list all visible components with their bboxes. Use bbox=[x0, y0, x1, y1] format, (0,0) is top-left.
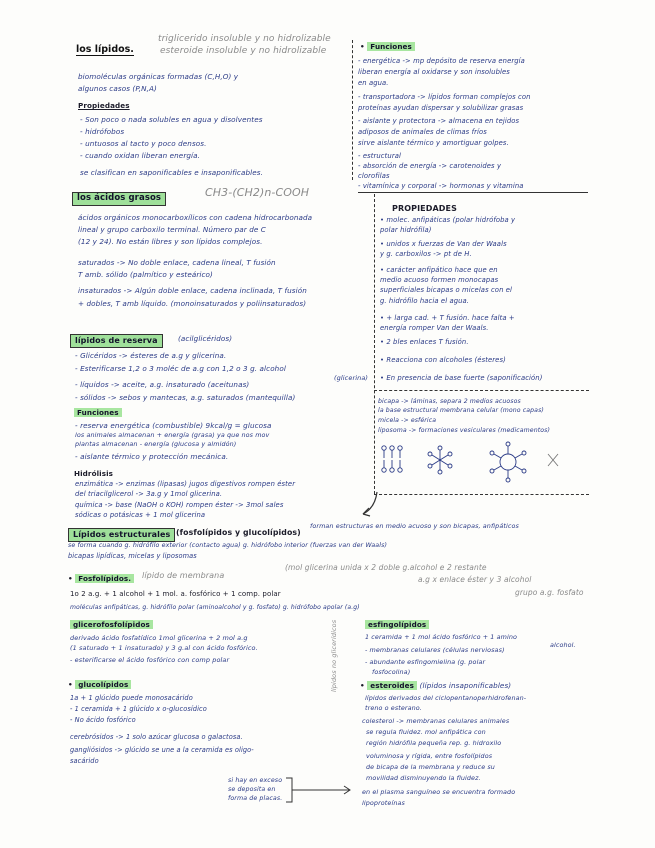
propiedad-item: polar hidrófila) bbox=[380, 226, 432, 234]
estructurales-text: forman estructuras en medio acuoso y son bicapas, anfipáticos bbox=[310, 522, 519, 530]
gluco-item: - No ácido fosfórico bbox=[70, 716, 136, 724]
bicapa-item: bicapa -> láminas, separa 2 medios acuosos bbox=[378, 398, 521, 405]
bicapa-item: micela -> esférica bbox=[378, 417, 437, 424]
funcion-reserva-item: - reserva energética (combustible) 9kcal/g = glucosa bbox=[75, 421, 272, 430]
funcion-reserva-item: - aislante térmico y protección mecánica. bbox=[75, 452, 229, 461]
esteroides-item: treno o esterano. bbox=[365, 704, 422, 712]
insaturados-text: insaturados -> Algún doble enlace, cadena inclinada, T fusión bbox=[78, 286, 307, 295]
colesterol-item: de bicapa de la membrana y reduce su bbox=[366, 763, 495, 771]
gluco-item: 1a + 1 glúcido puede monosacárido bbox=[70, 694, 193, 702]
acidos-text: lineal y grupo carboxilo terminal. Número par de C bbox=[78, 225, 266, 234]
colesterol-note: se deposita en bbox=[228, 786, 276, 793]
gangliosidos-text: gangliósidos -> glúcido se une a la ceramida es oligo- bbox=[70, 746, 254, 754]
reserva-item: - Esterificarse 1,2 o 3 moléc de a.g con 1,2 o 3 g. alcohol bbox=[75, 364, 286, 373]
prop-item: - cuando oxidan liberan energía. bbox=[80, 151, 201, 160]
funcion-item: adiposos de animales de climas fríos bbox=[358, 128, 487, 136]
estructurales-text: se forma cuando g. hidrófilo exterior (contacto agua) g. hidrófobo interior (fuerzas van der Waals) bbox=[68, 542, 388, 549]
funciones-label: Funciones bbox=[367, 42, 415, 51]
estructurales-heading: Lípidos estructurales bbox=[68, 528, 175, 542]
propiedad-item: • unidos x fuerzas de Van der Waals bbox=[380, 240, 507, 248]
saturados-text: T amb. sólido (palmítico y esteárico) bbox=[78, 270, 213, 279]
propiedad-item: medio acuoso formen monocapas bbox=[380, 276, 499, 284]
arrow-down-icon bbox=[355, 490, 385, 520]
insaturados-text: + dobles, T amb líquido. (monoinsaturados y poliinsaturados) bbox=[78, 299, 307, 308]
liposoma-sketch bbox=[490, 442, 526, 482]
glicero-item: derivado ácido fosfatídico 1mol glicerina + 2 mol a.g bbox=[70, 634, 248, 642]
propiedad-item: • carácter anfipático hace que en bbox=[380, 266, 498, 274]
propiedad-item: • Reacciona con alcoholes (ésteres) bbox=[380, 356, 506, 364]
esteroides-heading: • esteroides (lípidos insaponificables) bbox=[360, 681, 512, 690]
acidos-grasos-heading: los ácidos grasos bbox=[72, 192, 166, 206]
saturados-text: saturados -> No doble enlace, cadena lineal, T fusión bbox=[78, 258, 276, 267]
propiedad-item: • En presencia de base fuerte (saponificación) bbox=[380, 374, 543, 382]
clasificacion-text: se clasifican en saponificables e insaponificables. bbox=[80, 168, 264, 177]
reserva-item: - líquidos -> aceite, a.g. insaturado (aceitunas) bbox=[75, 380, 250, 389]
pencil-note: a.g x enlace éster y 3 alcohol bbox=[418, 575, 532, 584]
funciones-reserva-label: Funciones bbox=[74, 408, 122, 417]
funcion-item: - transportadora -> lípidos forman complejos con bbox=[358, 93, 531, 101]
esfingo-item: fosfocolina) bbox=[372, 668, 411, 676]
funcion-item: - absorción de energía -> carotenoides y bbox=[358, 162, 502, 170]
funcion-item: proteínas ayudan dispersar y solubilizar grasas bbox=[358, 104, 524, 112]
reserva-heading: lípidos de reserva bbox=[70, 334, 163, 348]
fosfolipidos-label: Fosfolípidos. bbox=[75, 574, 134, 583]
colesterol-item: en el plasma sanguíneo se encuentra formado bbox=[362, 788, 516, 796]
reserva-item: - sólidos -> sebos y mantecas, a.g. saturados (mantequilla) bbox=[75, 393, 296, 402]
colesterol-note: si hay en exceso bbox=[228, 777, 283, 784]
glicerofosfolipidos-heading bbox=[70, 620, 153, 630]
colesterol-item: movilidad disminuyendo la fluidez. bbox=[366, 774, 481, 782]
glicero-item: (1 saturado + 1 insaturado) y 3 g.al con ácido fosfórico. bbox=[70, 644, 258, 652]
propiedad-item: y g. carboxilos -> pt de H. bbox=[380, 250, 472, 258]
bracket-arrow-icon bbox=[284, 776, 354, 806]
esfingo-item: - abundante esfingomielina (g. polar bbox=[365, 658, 486, 666]
gluco-item: - 1 ceramida + 1 glúcido x o-glucosídico bbox=[70, 705, 207, 713]
funcion-item: - vitamínica y corporal -> hormonas y vitamina bbox=[358, 182, 524, 190]
section-divider bbox=[374, 494, 589, 495]
section-divider bbox=[374, 390, 589, 391]
esfingo-item: 1 ceramida + 1 mol ácido fosfórico + 1 amino bbox=[365, 633, 517, 641]
esfingolipidos-heading bbox=[365, 620, 429, 630]
propiedades-box-heading: PROPIEDADES bbox=[392, 204, 457, 213]
reserva-item: (glicerina) bbox=[334, 374, 369, 382]
esteroides-label: esteroides bbox=[367, 681, 417, 690]
intro-line: algunos casos (P,N,A) bbox=[78, 84, 157, 93]
fosfolipidos-text: 1o 2 a.g. + 1 alcohol + 1 mol. a. fosfórico + 1 comp. polar bbox=[70, 590, 281, 598]
pencil-note: (mol glicerina unida x 2 doble g.alcohol e 2 restante bbox=[285, 563, 487, 572]
vertical-pencil-note: lípidos no glicerídicos bbox=[330, 619, 338, 692]
fosfolipidos-text: moléculas anfipáticas, g. hidrófilo polar (aminoalcohol y g. fosfato) g. hidrófobo apolar (a.g) bbox=[70, 604, 360, 611]
colesterol-item: lipoproteínas bbox=[362, 799, 405, 807]
esfingolipidos-label: esfingolípidos bbox=[365, 620, 429, 629]
page-title: los lípidos. bbox=[76, 44, 134, 55]
propiedades-heading: Propiedades bbox=[78, 101, 130, 110]
membrane-structures-sketch bbox=[378, 440, 578, 486]
funcion-item: liberan energía al oxidarse y son insolubles bbox=[358, 68, 510, 76]
glicero-item: - esterificarse el ácido fosfórico con comp polar bbox=[70, 656, 230, 664]
colesterol-item: voluminosa y rígida, entre fosfolípidos bbox=[366, 752, 493, 760]
glucolipidos-label: glucolípidos bbox=[75, 680, 131, 689]
funcion-item: clorofilas bbox=[358, 172, 390, 180]
colesterol-item: se regula fluidez. mol anfipática con bbox=[366, 728, 486, 736]
cerebrosidos-text: cerebrósidos -> 1 solo azúcar glucosa o galactosa. bbox=[70, 733, 243, 741]
fosfolipidos-heading: • Fosfolípidos. bbox=[68, 574, 134, 584]
estructurales-text: bicapas lipídicas, micelas y liposomas bbox=[68, 552, 197, 560]
pencil-note: lípido de membrana bbox=[142, 571, 225, 580]
funciones-heading: • Funciones bbox=[360, 42, 415, 52]
reserva-item: - Glicéridos -> ésteres de a.g y glicerina. bbox=[75, 351, 227, 360]
propiedad-item: • molec. anfipáticas (polar hidrófoba y bbox=[380, 216, 516, 224]
column-divider bbox=[352, 40, 353, 180]
propiedad-item: superficiales bicapas o micelas con el bbox=[380, 286, 513, 294]
micela-sketch bbox=[428, 446, 452, 474]
gangliosidos-text: sacárido bbox=[70, 757, 99, 765]
acidos-text: (12 y 24). No están libres y son lípidos complejos. bbox=[78, 237, 263, 246]
column-divider bbox=[374, 194, 375, 494]
bicapa-item: la base estructural membrana celular (mono capas) bbox=[378, 407, 544, 414]
bicapa-sketch bbox=[382, 446, 402, 472]
propiedad-item: • 2 bles enlaces T fusión. bbox=[380, 338, 469, 346]
hidrolisis-item: enzimática -> enzimas (lipasas) jugos digestivos rompen éster bbox=[75, 480, 296, 488]
esfingo-item: - membranas celulares (células nerviosas) bbox=[365, 646, 505, 654]
esteroides-sub: (lípidos insaponificables) bbox=[419, 681, 512, 690]
intro-line: biomoléculas orgánicas formadas (C,H,O) y bbox=[78, 72, 239, 81]
esfingo-item: alcohol. bbox=[550, 641, 576, 649]
pencil-note: triglicerido insoluble y no hidrolizable bbox=[158, 34, 331, 44]
funcion-reserva-item: los animales almacenan + energía (grasa) ya que nos mov bbox=[75, 431, 270, 439]
colesterol-item: región hidrófila pequeña rep. g. hidroxilo bbox=[366, 739, 502, 747]
glicerofosfolipidos-label: glicerofosfolípidos bbox=[70, 620, 153, 629]
colesterol-note: forma de placas. bbox=[228, 795, 283, 802]
prop-item: - Son poco o nada solubles en agua y disolventes bbox=[80, 115, 263, 124]
estructurales-sub: (fosfolípidos y glucolípidos) bbox=[176, 528, 301, 537]
funcion-item: en agua. bbox=[358, 79, 389, 87]
funcion-reserva-item: plantas almacenan - energía (glucosa y almidón) bbox=[75, 440, 237, 448]
funcion-item: - aislante y protectora -> almacena en tejidos bbox=[358, 117, 520, 125]
hidrolisis-heading: Hidrólisis bbox=[74, 469, 114, 478]
funcion-item: - energética -> mp depósito de reserva energía bbox=[358, 57, 525, 65]
funciones-reserva-heading bbox=[74, 408, 122, 418]
reserva-sub: (acilglicéridos) bbox=[178, 334, 233, 343]
funcion-item: - estructural bbox=[358, 152, 401, 160]
bicapa-item: liposoma -> formaciones vesiculares (medicamentos) bbox=[378, 427, 550, 434]
acidos-text: ácidos orgánicos monocarboxílicos con cadena hidrocarbonada bbox=[78, 213, 313, 222]
hidrolisis-item: sódicas o potásicas + 1 mol glicerina bbox=[75, 511, 206, 519]
glucolipidos-heading: • glucolípidos bbox=[68, 680, 131, 690]
propiedad-item: • + larga cad. + T fusión. hace falta + bbox=[380, 314, 515, 322]
section-divider bbox=[358, 192, 588, 193]
hidrolisis-item: del triacilglicerol -> 3a.g y 1mol glicerina. bbox=[75, 490, 223, 498]
propiedad-item: energía romper Van der Waals. bbox=[380, 324, 489, 332]
acidos-formula: CH3-(CH2)n-COOH bbox=[205, 186, 310, 199]
prop-item: - hidrófobos bbox=[80, 127, 125, 136]
pencil-note: grupo a.g. fosfato bbox=[515, 588, 584, 597]
propiedad-item: g. hidrófilo hacia el agua. bbox=[380, 297, 470, 305]
esteroides-item: lípidos derivados del ciclopentanoperhidrofenan- bbox=[365, 694, 527, 702]
hidrolisis-item: química -> base (NaOH o KOH) rompen éster -> 3mol sales bbox=[75, 501, 284, 509]
pencil-note: esteroide insoluble y no hidrolizable bbox=[160, 46, 327, 56]
funcion-item: sirve aislante térmico y amortiguar golpes. bbox=[358, 139, 509, 147]
colesterol-item: colesterol -> membranas celulares animales bbox=[362, 717, 510, 725]
prop-item: - untuosos al tacto y poco densos. bbox=[80, 139, 207, 148]
